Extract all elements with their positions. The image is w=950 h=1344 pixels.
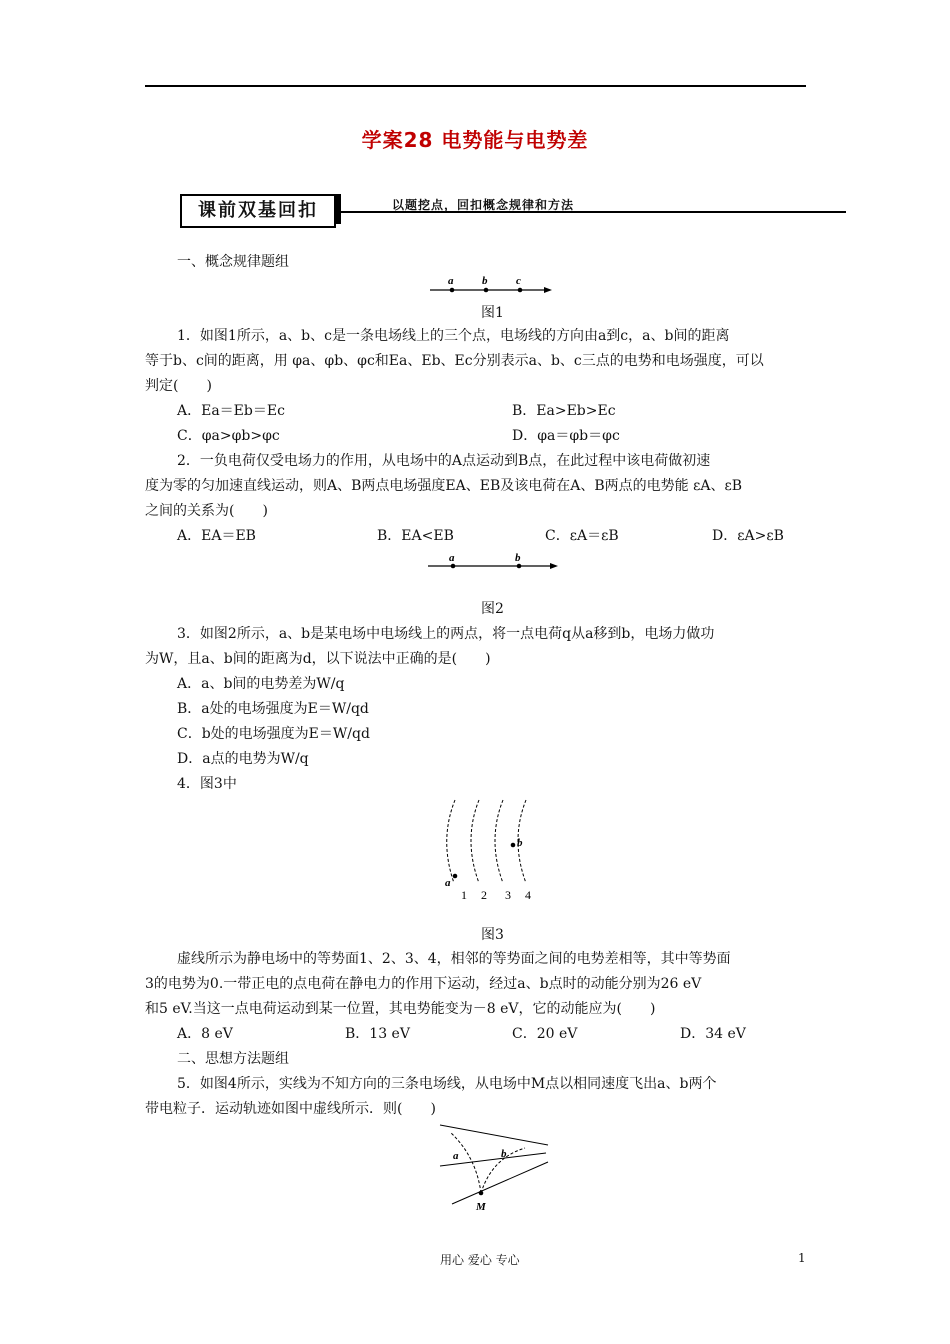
q3-option-a: A．a、b间的电势差为W/q <box>177 676 345 692</box>
fig3-label-a: a <box>445 877 451 889</box>
q2-line-3: 之间的关系为( ) <box>145 503 268 519</box>
figure-2-diagram <box>420 550 565 576</box>
figure-4-diagram <box>430 1120 555 1216</box>
figure-1-caption: 图1 <box>481 305 504 321</box>
q1-option-b: B．Ea>Eb>Ec <box>512 403 616 419</box>
q2-line-2: 度为零的匀加速直线运动，则A、B两点电场强度EA、EB及该电荷在A、B两点的电势能 εA、εB <box>145 478 742 494</box>
q4-option-d: D．34 eV <box>680 1026 746 1042</box>
q3-option-c: C．b处的电场强度为E＝W/qd <box>177 726 370 742</box>
fig3-label-3: 3 <box>505 888 511 902</box>
q1-option-d: D．φa＝φb＝φc <box>512 428 620 444</box>
q4-option-c: C．20 eV <box>512 1026 578 1042</box>
fig4-point-m <box>479 1191 484 1196</box>
fig3-label-1: 1 <box>461 888 467 902</box>
fig3-point-b <box>511 843 516 848</box>
q1-line-2: 等于b、c间的距离，用 φa、φb、φc和Ea、Eb、Ec分别表示a、b、c三点的电势和电场强度，可以 <box>145 353 764 369</box>
q5-line-1: 5．如图4所示，实线为不知方向的三条电场线，从电场中M点以相同速度飞出a、b两个 <box>177 1076 717 1092</box>
q1-line-1: 1．如图1所示，a、b、c是一条电场线上的三个点，电场线的方向由a到c，a、b间的距离 <box>177 328 730 344</box>
section-heading-1: 一、概念规律题组 <box>177 254 289 270</box>
q1-option-c: C．φa>φb>φc <box>177 428 280 444</box>
page-number: 1 <box>798 1251 806 1265</box>
q4-option-a: A．8 eV <box>177 1026 233 1042</box>
fig1-label-b: b <box>482 275 488 287</box>
fig3-equipotential-2 <box>471 800 479 883</box>
fig3-equipotential-1 <box>447 800 455 883</box>
fig3-label-2: 2 <box>481 888 487 902</box>
q3-line-2: 为W，且a、b间的距离为d，以下说法中正确的是( ) <box>145 651 491 667</box>
fig4-label-m: M <box>476 1201 486 1213</box>
fig3-label-b: b <box>517 837 523 849</box>
banner-divider <box>336 194 341 224</box>
fig4-label-b: b <box>501 1148 507 1160</box>
fig3-equipotential-3 <box>495 800 503 883</box>
fig4-label-a: a <box>453 1150 459 1162</box>
figure-3-diagram <box>425 795 545 905</box>
fig1-point-a <box>450 288 455 293</box>
q4-line-3: 和5 eV.当这一点电荷运动到某一位置，其电势能变为－8 eV，它的动能应为( ) <box>145 1001 656 1017</box>
fig2-label-b: b <box>515 552 521 564</box>
q1-line-3: 判定( ) <box>145 378 212 394</box>
fig3-point-a <box>453 874 458 879</box>
page-title: 学案28 电势能与电势差 <box>361 128 589 152</box>
figure-3-caption: 图3 <box>481 927 504 943</box>
q4-line-2: 3的电势为0.一带正电的点电荷在静电力的作用下运动，经过a、b点时的动能分别为26 eV <box>145 976 702 992</box>
fig2-label-a: a <box>449 552 455 564</box>
section-banner-subtitle: 以题挖点，回扣概念规律和方法 <box>392 198 575 212</box>
section-banner-label: 课前双基回扣 <box>180 194 336 228</box>
q2-option-c: C．εA＝εB <box>545 528 619 544</box>
q4-option-b: B．13 eV <box>345 1026 410 1042</box>
fig4-field-line-3 <box>452 1162 548 1204</box>
q4-line-1: 虚线所示为静电场中的等势面1、2、3、4，相邻的等势面之间的电势差相等，其中等势面 <box>177 951 731 967</box>
fig2-point-a <box>451 564 456 569</box>
fig1-point-c <box>518 288 523 293</box>
q4-intro: 4．图3中 <box>177 776 237 792</box>
q3-option-b: B．a处的电场强度为E＝W/qd <box>177 701 369 717</box>
fig3-label-4: 4 <box>525 888 531 902</box>
footer-text: 用心 爱心 专心 <box>440 1253 520 1267</box>
q2-line-1: 2．一负电荷仅受电场力的作用，从电场中的A点运动到B点，在此过程中该电荷做初速 <box>177 453 711 469</box>
q2-option-a: A．EA＝EB <box>177 528 256 544</box>
q1-option-a: A．Ea＝Eb＝Ec <box>177 403 285 419</box>
figure-1-diagram <box>420 272 560 300</box>
figure-2-caption: 图2 <box>481 601 504 617</box>
top-rule <box>145 85 806 87</box>
q3-line-1: 3．如图2所示，a、b是某电场中电场线上的两点，将一点电荷q从a移到b，电场力做功 <box>177 626 715 642</box>
q2-option-b: B．EA<EB <box>377 528 454 544</box>
q3-option-d: D．a点的电势为W/q <box>177 751 309 767</box>
q5-line-2: 带电粒子．运动轨迹如图中虚线所示．则( ) <box>145 1101 436 1117</box>
section-heading-2: 二、思想方法题组 <box>177 1051 289 1067</box>
fig1-point-b <box>484 288 489 293</box>
fig4-field-line-1 <box>440 1125 548 1145</box>
fig1-label-a: a <box>448 275 454 287</box>
fig1-label-c: c <box>516 275 521 287</box>
q2-option-d: D．εA>εB <box>712 528 784 544</box>
fig2-point-b <box>517 564 522 569</box>
